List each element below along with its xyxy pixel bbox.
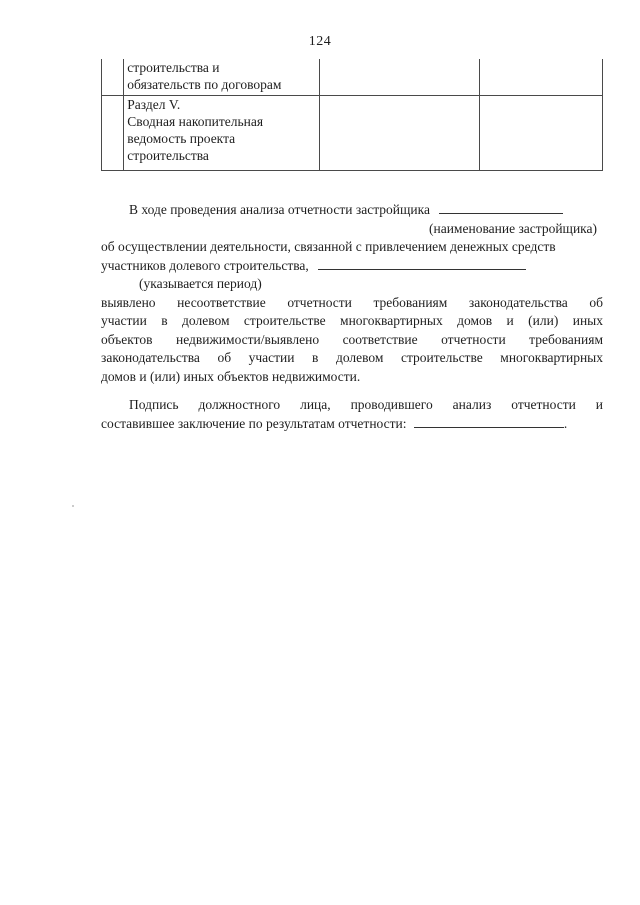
conclusion-intro-line bbox=[101, 201, 603, 220]
table-cell-value bbox=[319, 96, 479, 171]
conclusion-line-2: об осуществлении деятельности, связанной с привлечением денежных средств bbox=[101, 239, 556, 254]
finding-line: законодательства об участии в долевом строительстве многоквартирных bbox=[101, 350, 603, 365]
table-cell-note bbox=[479, 59, 602, 96]
finding-line: выявлено несоответствие отчетности требованиям законодательства об bbox=[101, 294, 603, 310]
table-cell-section bbox=[124, 59, 319, 96]
signature-paragraph bbox=[101, 396, 603, 433]
scan-speck bbox=[72, 505, 74, 507]
finding-line: участии в долевом строительстве многоквартирных домов и (или) иных bbox=[101, 313, 603, 328]
section-text-line: Раздел V. bbox=[127, 97, 181, 112]
signature-blank[interactable] bbox=[414, 415, 564, 428]
table-cell-number bbox=[102, 59, 124, 96]
section-text-line: ведомость проекта bbox=[127, 131, 236, 146]
period-caption: (указывается период) bbox=[139, 276, 262, 291]
table-cell-number bbox=[102, 96, 124, 171]
developer-name-blank[interactable] bbox=[439, 201, 563, 214]
table-cell-note bbox=[479, 96, 602, 171]
conclusion-paragraph bbox=[101, 201, 603, 386]
finding-line: объектов недвижимости/выявлено соответствие отчетности требованиям bbox=[101, 331, 603, 347]
period-blank[interactable] bbox=[318, 257, 526, 270]
developer-caption: (наименование застройщика) bbox=[429, 220, 598, 236]
table-cell-value bbox=[319, 59, 479, 96]
signature-end-mark: . bbox=[563, 415, 568, 431]
finding-last-line: домов и (или) иных объектов недвижимости. bbox=[101, 368, 361, 384]
conclusion-line-3: участников долевого строительства, bbox=[101, 257, 309, 273]
report-sections-table bbox=[101, 59, 603, 171]
table-row bbox=[102, 96, 603, 171]
signature-line-2-wrap bbox=[101, 415, 603, 434]
signature-line-1: Подпись должностного лица, проводившего анализ отчетности и bbox=[129, 397, 603, 412]
section-text-line: строительства и bbox=[127, 60, 220, 75]
page-number: 124 bbox=[308, 34, 332, 49]
conclusion-line-3-wrap bbox=[101, 257, 603, 276]
table-cell-section bbox=[124, 96, 319, 171]
conclusion-intro: В ходе проведения анализа отчетности застройщика bbox=[129, 202, 430, 217]
section-text-line: Сводная накопительная bbox=[127, 114, 264, 129]
section-text-line: строительства bbox=[127, 148, 209, 163]
signature-line-2: составившее заключение по результатам отчетности: bbox=[101, 415, 407, 431]
section-text-line: обязательств по договорам bbox=[127, 77, 282, 92]
table-row bbox=[102, 59, 603, 96]
